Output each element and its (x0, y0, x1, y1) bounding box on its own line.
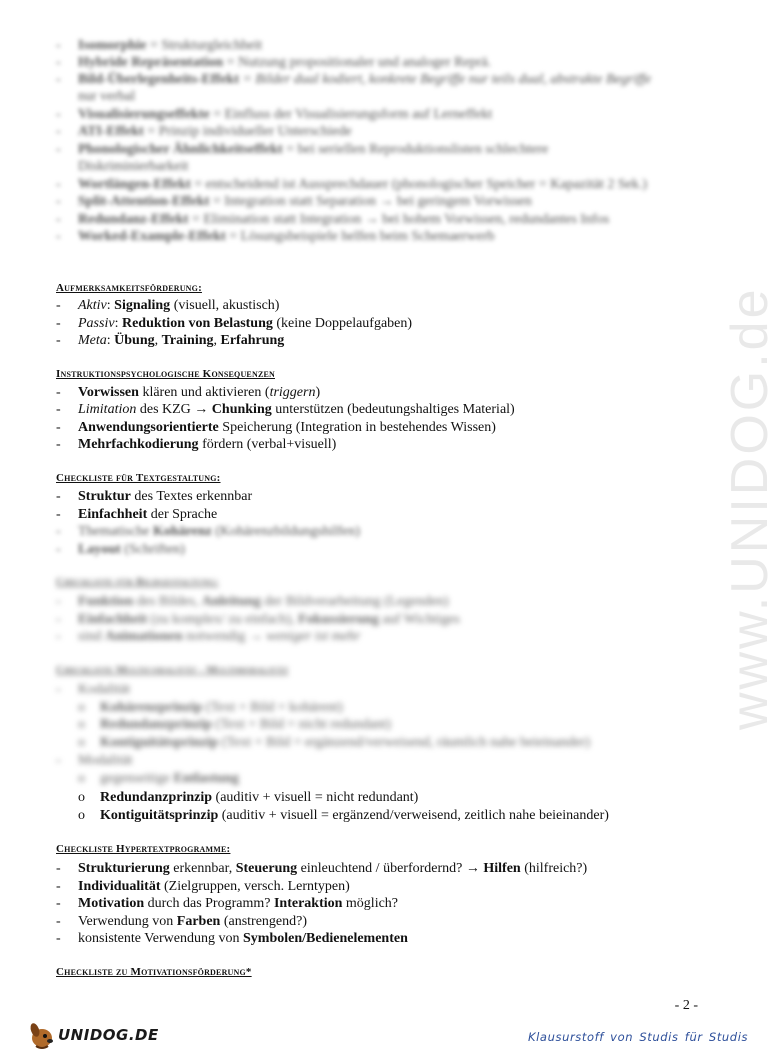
list-item: - sind Animationen notwendig → weniger ist mehr (56, 629, 361, 644)
list-item: - Split-Attention-Effekt = Integration statt Separation → bei geringem Vorwissen (56, 194, 532, 209)
list-item: o Kontiguitätsprinzip (Text + Bild = ergänzend/verweisend, räumlich nahe beieinander) (78, 735, 591, 750)
list-item: - Bild-Überlegenheits-Effekt = Bilder dual kodiert, konkrete Begriffe nur teils dual, abstrakte Begriffe (56, 72, 652, 87)
list-item: - Hybride Repräsentation = Nutzung propositionaler und analoger Reprä. (56, 55, 492, 70)
list-item: - Verwendung von Farben (anstrengend?) (56, 914, 308, 929)
list-item: o Redundanzprinzip (Text + Bild = nicht redundant) (78, 717, 391, 732)
list-item: o Kohärenzprinzip (Text + Bild = kohärent) (78, 700, 343, 715)
list-item: Diskriminierbarkeit (78, 159, 189, 174)
list-item: - Kodalität (56, 682, 131, 697)
section-heading-hypertext: Checkliste Hypertextprogramme: (56, 843, 231, 855)
list-item: - Aktiv: Signaling (visuell, akustisch) (56, 298, 280, 313)
list-item: - Layout (Schriften) (56, 542, 185, 557)
list-item: - Visualisierungseffekte = Einfluss der Visualisierungsform auf Lerneffekt (56, 107, 493, 122)
list-item: - Isomorphie = Strukturgleichheit (56, 38, 263, 53)
watermark (668, 260, 779, 740)
list-item: - Meta: Übung, Training, Erfahrung (56, 333, 285, 348)
list-item: - Phonologischer Ähnlichkeitseffekt = bei seriellen Reproduktionslisten schlechtere (56, 142, 549, 157)
list-item: - Anwendungsorientierte Speicherung (Integration in bestehendes Wissen) (56, 420, 496, 435)
list-item: - Einfachheit der Sprache (56, 507, 218, 522)
list-item: - Motivation durch das Programm? Interaktion möglich? (56, 896, 399, 911)
unidog-logo (26, 1018, 159, 1052)
list-item: o Kontiguitätsprinzip (auditiv + visuell = ergänzend/verweisend, zeitlich nahe beieinander) (78, 808, 609, 823)
list-item: - Strukturierung erkennbar, Steuerung einleuchtend / überfordernd? → Hilfen (hilfreich?) (56, 861, 588, 876)
logo-text: UNIDOG.DE (58, 1026, 159, 1044)
list-item: - ATI-Effekt = Prinzip individueller Unterschiede (56, 124, 352, 139)
section-heading-attention: Aufmerksamkeitsförderung: (56, 282, 202, 294)
list-item: - Mehrfachkodierung fördern (verbal+visuell) (56, 437, 337, 452)
list-item: - Vorwissen klären und aktivieren (triggern) (56, 385, 321, 400)
list-item: nur verbal (78, 89, 136, 104)
list-item: - Modalität (56, 753, 133, 768)
page-number: - 2 - (674, 998, 698, 1013)
list-item: o Redundanzprinzip (auditiv + visuell = nicht redundant) (78, 790, 419, 805)
section-heading-motivation: Checkliste zu Motivationsförderung* (56, 966, 252, 978)
list-item: - Redundanz-Effekt = Elimination statt Integration → bei hohem Vorwissen, redundantes Infos (56, 212, 610, 227)
list-item: - Einfachheit (zu komplex/ zu einfach), Fokussierung auf Wichtiges (56, 612, 460, 627)
section-heading-text: Checkliste für Textgestaltung: (56, 472, 221, 484)
section-heading-bild: Checkliste für Bildgestaltung: (56, 576, 219, 588)
footer-slogan: Klausurstoff von Studis für Studis (528, 1030, 749, 1044)
watermark-text: www.UNIDOG.de (721, 286, 779, 730)
dog-icon (26, 1018, 60, 1052)
list-item: - Individualität (Zielgruppen, versch. Lerntypen) (56, 879, 350, 894)
list-item: - konsistente Verwendung von Symbolen/Bedienelementen (56, 931, 408, 946)
list-item: - Worked-Example-Effekt = Lösungsbeispiele helfen beim Schemaerwerb (56, 229, 495, 244)
list-item: o gegenseitige Entlastung (78, 771, 239, 786)
section-heading-multi: Checkliste Multicodalität - Multimodalität (56, 664, 289, 676)
section-heading-instruction: Instruktionspsychologische Konsequenzen (56, 368, 275, 380)
arrow-icon: → (194, 402, 209, 417)
list-item: - Thematische Kohärenz (Kohärenzbildungshilfen) (56, 524, 361, 539)
list-item: - Struktur des Textes erkennbar (56, 489, 253, 504)
arrow-icon: → (465, 861, 480, 876)
list-item: - Wortlängen-Effekt = entscheidend ist Aussprechdauer (phonologischer Speicher = Kapazität 2 Sek.) (56, 177, 648, 192)
list-item: - Limitation des KZG → Chunking unterstützen (bedeutungshaltiges Material) (56, 402, 515, 417)
list-item: - Passiv: Reduktion von Belastung (keine Doppelaufgaben) (56, 316, 413, 331)
list-item: - Funktion des Bildes, Anleitung der Bildverarbeitung (Legenden) (56, 594, 449, 609)
